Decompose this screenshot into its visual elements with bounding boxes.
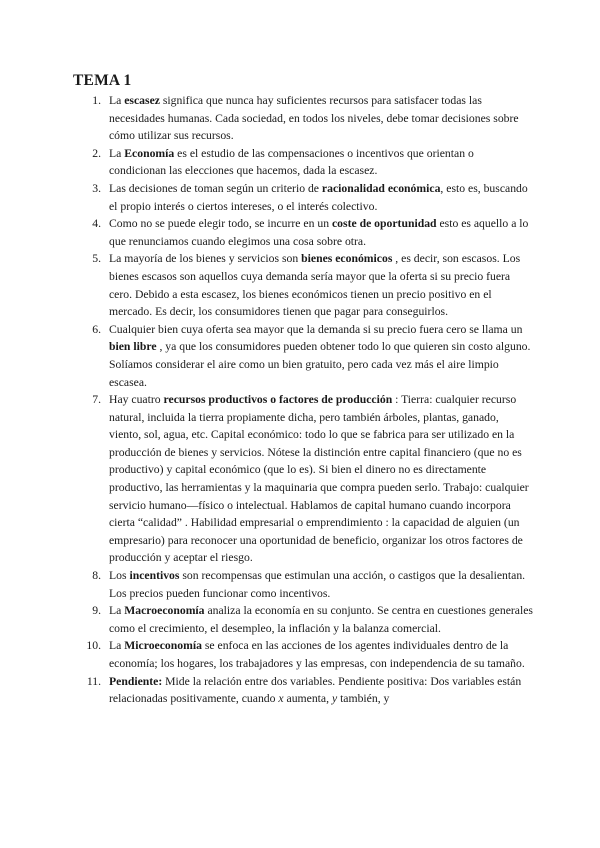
list-item [73,215,533,250]
list-item-number: 1. [92,94,101,107]
list-item-number: 4. [92,217,101,231]
text-run: es el estudio de las compensaciones o incentivos que orientan o condicionan las elecciones que hacemos, dada la escasez. [109,146,474,178]
bold-term: Microeconomía [124,639,202,653]
list-item-number: 10. [86,639,101,653]
text-run: La [109,639,125,653]
text-run: La [109,146,125,160]
bold-term: Macroeconomía [124,604,205,618]
list-item-text [109,250,533,320]
text-run: , esto es, buscando el propio interés o ciertos intereses, o el interés colectivo. [109,181,528,213]
bold-term: Economía [124,146,175,160]
italic-variable: x [278,692,284,706]
list-item [73,321,533,391]
list-item-text [109,637,533,672]
list-item-number: 8. [92,569,101,583]
bold-term: recursos productivos o factores de producción [163,393,393,407]
list-item-number: 2. [92,146,101,160]
text-run: Las decisiones de toman según un criterio de [109,181,322,195]
bold-term: incentivos [129,569,180,583]
numbered-list [73,92,533,708]
text-run: La mayoría de los bienes y servicios son [109,252,302,266]
text-run: esto es aquello a lo que renunciamos cuando elegimos una cosa sobre otra. [109,217,529,248]
list-item [73,602,533,637]
list-item-text [109,567,533,602]
text-run: La [109,94,125,107]
text-run: se enfoca en las acciones de los agentes individuales dentro de la economía; los hogares, los trabajadores y las empresas, con independencia de su tamaño. [109,639,525,670]
list-item-number: 7. [92,393,101,407]
list-item-text [109,215,533,250]
list-item-text [109,145,533,180]
text-run: Cualquier bien cuya oferta sea mayor que la demanda si su precio fuera cero se llama un [109,322,523,336]
text-run: , es decir, son escasos. Los bienes escasos son aquellos cuya demanda sería mayor que la oferta si su precio fuera cero. Debido a esta escasez, los bienes económicos tienen un precio positivo en el mercado. Es decir, los consumidores tienen que pagar para conseguirlos. [109,252,521,319]
bold-term: coste de oportunidad [331,217,437,231]
list-item-number: 3. [92,181,101,195]
list-item [73,637,533,672]
list-item-number: 11. [86,674,101,688]
text-run: Como no se puede elegir todo, se incurre en un [109,217,332,231]
list-item-text [109,92,533,145]
text-run: son recompensas que estimulan una acción, o castigos que la desalientan. Los precios pueden funcionar como incentivos. [109,569,526,600]
list-item-number: 6. [92,322,101,336]
list-item [73,92,533,145]
bold-term: escasez [124,94,160,107]
list-item-number: 5. [92,252,101,266]
page-title: TEMA 1 [73,72,132,89]
list-item [73,391,533,567]
text-run: también, y [337,692,390,706]
text-run: Los [109,569,130,583]
italic-variable: y [331,692,338,706]
bold-term: bien libre [109,340,157,354]
list-item-text [109,391,533,567]
bold-term: Pendiente: [109,674,163,688]
list-item [73,180,533,215]
list-item [73,250,533,320]
text-run: : Tierra: cualquier recurso natural, incluida la tierra propiamente dicha, pero también árboles, plantas, ganado, viento, sol, agua, etc. Capital económico: todo lo que se fabrica para ser utilizado en la producción de bienes y servicios. Nótese la distinción entre capital financiero (que no es productivo) y capital económico (que lo es). Si bien el dinero no es directamente productivo, las herramientas y la maquinaria que compra pueden serlo. Trabajo: cualquier servicio humano—físico o intelectual. Hablamos de capital humano cuando incorpora cierta “calidad” . Habilidad empresarial o emprendimiento : la capacidad de alguien (un empresario) para reconocer una oportunidad de beneficio, organizar los otros factores de producción y aceptar el riesgo. [109,393,529,565]
text-run: Mide la relación entre dos variables. Pendiente positiva: Dos variables están relacionadas positivamente, cuando [109,674,522,706]
list-item-number: 9. [92,604,101,618]
text-run: aumenta, [283,692,332,706]
list-item [73,145,533,180]
text-run: La [109,604,125,618]
list-item [73,673,533,708]
bold-term: bienes económicos [301,252,393,266]
text-run: , ya que los consumidores pueden obtener todo lo que quieren sin costo alguno. Solíamos considerar el aire como un bien gratuito, pero cada vez más el aire limpio escasea. [109,340,531,389]
text-run: Hay cuatro [109,393,164,407]
list-item-text [109,673,533,708]
list-item-text [109,321,533,391]
bold-term: racionalidad económica [321,181,441,195]
list-item-text [109,602,533,637]
list-item [73,567,533,602]
list-item-text [109,180,533,215]
text-run: significa que nunca hay suficientes recursos para satisfacer todas las necesidades humanas. Cada sociedad, en todos los niveles, debe tomar decisiones sobre cómo utilizar sus recursos. [109,94,519,143]
text-run: analiza la economía en su conjunto. Se centra en cuestiones generales como el crecimiento, el desempleo, la inflación y la balanza comercial. [109,604,533,635]
